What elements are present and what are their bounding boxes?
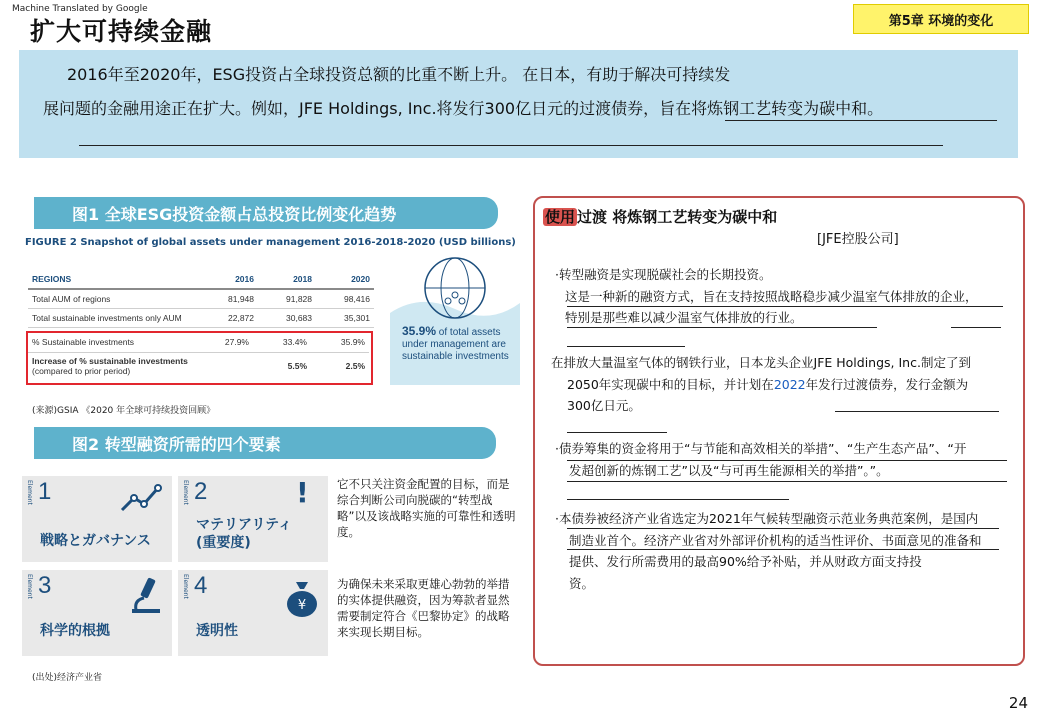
row-label: Total sustainable investments only AUM xyxy=(28,308,200,327)
col-2016: 2016 xyxy=(200,270,258,289)
text-line: 在排放大量温室气体的钢铁行业，日本龙头企业JFE Holdings, Inc.制定了到 xyxy=(551,355,971,370)
microscope-icon xyxy=(130,576,164,614)
row-label: Total AUM of regions xyxy=(28,289,200,308)
increase-note: (compared to prior period) xyxy=(32,365,131,376)
table-header-row xyxy=(28,270,374,289)
cell: 5.5% xyxy=(287,360,307,371)
increase-label xyxy=(28,352,195,379)
intro-line-1: 2016年至2020年，ESG投资占全球投资总额的比重不断上升。 在日本，有助于解决可持续发 xyxy=(67,65,731,84)
underline xyxy=(835,411,999,412)
element-number: 2 xyxy=(194,478,208,505)
exclamation-icon: ! xyxy=(296,476,309,509)
underline xyxy=(567,306,1003,307)
underline xyxy=(567,432,667,433)
table-row xyxy=(28,333,369,352)
case-company: [JFE控股公司] xyxy=(817,232,899,247)
element-word: Element xyxy=(26,574,33,599)
element-label: 透明性 xyxy=(196,623,238,639)
element-word: Element xyxy=(182,574,189,599)
fig2-text-1: 它不只关注资金配置的目标，而是综合判断公司向脱碳的“转型战略”以及该战略实施的可靠性和透明度。 xyxy=(337,477,516,539)
underline xyxy=(567,460,1007,461)
table-row xyxy=(28,352,369,379)
fig2-heading: 图2 转型融资所需的四个要素 xyxy=(34,427,496,459)
cell: 35,301 xyxy=(316,308,374,327)
fig2-source: (出处)经济产业省 xyxy=(32,673,103,683)
money-bag-icon xyxy=(284,578,320,618)
underline xyxy=(567,528,999,529)
case-study-box xyxy=(533,196,1025,666)
svg-text:¥: ¥ xyxy=(297,598,307,613)
globe-people-icon xyxy=(420,253,490,323)
col-regions: REGIONS xyxy=(28,270,200,289)
text-line: 发超创新的炼钢工艺”以及“与可再生能源相关的举措”。”。 xyxy=(569,462,889,478)
table-row xyxy=(28,289,374,308)
text-line: 特别是那些难以减少温室气体排放的行业。 xyxy=(565,310,803,325)
table-row xyxy=(28,308,374,327)
cell: 30,683 xyxy=(258,308,316,327)
chart-trend-icon xyxy=(120,484,164,514)
page-title: 扩大可持续金融 xyxy=(30,17,213,46)
highlight-box xyxy=(26,331,373,385)
cell: 98,416 xyxy=(316,289,374,308)
underline xyxy=(567,481,1007,482)
element-label: 戦略とガバナンス xyxy=(40,533,151,549)
intro-panel xyxy=(19,50,1018,158)
text-line: 这是一种新的融资方式，旨在支持按照战略稳步减少温室气体排放的企业， xyxy=(565,288,978,304)
intro-underline-2 xyxy=(79,145,943,146)
underline xyxy=(567,549,999,550)
callout-panel xyxy=(390,263,520,385)
case-paragraph-1 xyxy=(555,264,1025,329)
esg-table-highlighted xyxy=(28,333,369,379)
col-2018: 2018 xyxy=(258,270,316,289)
highlight-year: 2022 xyxy=(773,376,806,392)
element-tile-1 xyxy=(22,476,172,562)
text-line: ·债券筹集的资金将用于“与节能和高效相关的举措”、“生产生态产品”、“开 xyxy=(555,441,967,456)
callout-description: of total assets under management are sustainable investments xyxy=(402,327,509,362)
case-title-text: 过渡 将炼钢工艺转变为碳中和 xyxy=(577,208,778,226)
text-line: 300亿日元。 xyxy=(567,398,641,413)
element-number: 3 xyxy=(38,572,52,599)
case-paragraph-4 xyxy=(555,508,1025,594)
page-number: 24 xyxy=(1008,694,1028,712)
cell: 27.9% xyxy=(195,333,253,352)
intro-underline-1 xyxy=(725,120,997,121)
text-line: ·本债券被经济产业省选定为2021年气候转型融资示范业务典范案例，是国内 xyxy=(555,511,979,526)
increase-label-text: Increase of % sustainable investments xyxy=(32,355,188,366)
cell: 33.4% xyxy=(253,333,311,352)
underline xyxy=(567,499,789,500)
fig1-subtitle: FIGURE 2 Snapshot of global assets under management 2016-2018-2020 (USD billions) xyxy=(25,237,516,248)
element-word: Element xyxy=(26,480,33,505)
text-line: 资。 xyxy=(569,575,595,591)
fig2-text-2: 为确保未来采取更雄心勃勃的举措的实体提供融资，因为筹款者显然需要制定符合《巴黎协定》的战略来实现长期目标。 xyxy=(337,577,510,639)
underline xyxy=(951,327,1001,328)
element-number: 1 xyxy=(38,478,52,505)
esg-table xyxy=(28,270,374,328)
callout-percent: 35.9% xyxy=(402,324,437,338)
case-title xyxy=(543,206,777,227)
element-word: Element xyxy=(182,480,189,505)
text-part: 年发行过渡债券，发行金额为 xyxy=(805,376,969,392)
esg-table-wrap xyxy=(28,270,374,328)
element-tile-4 xyxy=(178,570,328,656)
cell: 81,948 xyxy=(200,289,258,308)
fig1-heading: 图1 全球ESG投资金额占总投资比例变化趋势 xyxy=(34,197,498,229)
text-line: ·转型融资是实现脱碳社会的长期投资。 xyxy=(555,267,772,282)
intro-line-2: 展问题的金融用途正在扩大。例如，JFE Holdings, Inc.将发行300亿日元的过渡债券，旨在将炼钢工艺转变为碳中和。 xyxy=(43,99,884,118)
cell: 2.5% xyxy=(345,360,365,371)
cell: 22,872 xyxy=(200,308,258,327)
col-2020: 2020 xyxy=(316,270,374,289)
element-tile-2 xyxy=(178,476,328,562)
element-label: 科学的根拠 xyxy=(40,623,110,639)
row-label: % Sustainable investments xyxy=(28,333,195,352)
cell: 35.9% xyxy=(311,333,369,352)
cell xyxy=(195,352,253,379)
underline xyxy=(567,346,685,347)
element-tile-3 xyxy=(22,570,172,656)
fig1-source: (来源)GSIA 《2020 年全球可持续投资回顾》 xyxy=(32,406,216,416)
text-part: 2050年实现碳中和的目标，并计划在 xyxy=(567,376,774,392)
text-line: 制造业首个。经济产业省对外部评价机构的适当性评价、书面意见的准备和 xyxy=(569,532,982,548)
cell: 91,828 xyxy=(258,289,316,308)
element-label: マテリアリティ (重要度) xyxy=(196,517,293,551)
underline xyxy=(567,327,877,328)
case-paragraph-2 xyxy=(551,352,1021,417)
element-number: 4 xyxy=(194,572,208,599)
chapter-badge: 第5章 环境的变化 xyxy=(853,4,1029,34)
machine-translation-note: Machine Translated by Google xyxy=(12,4,148,14)
text-line: 提供、发行所需费用的最高90%给予补贴，并从财政方面支持投 xyxy=(569,554,922,569)
callout-text xyxy=(402,325,518,363)
case-tag: 使用 xyxy=(545,208,576,226)
